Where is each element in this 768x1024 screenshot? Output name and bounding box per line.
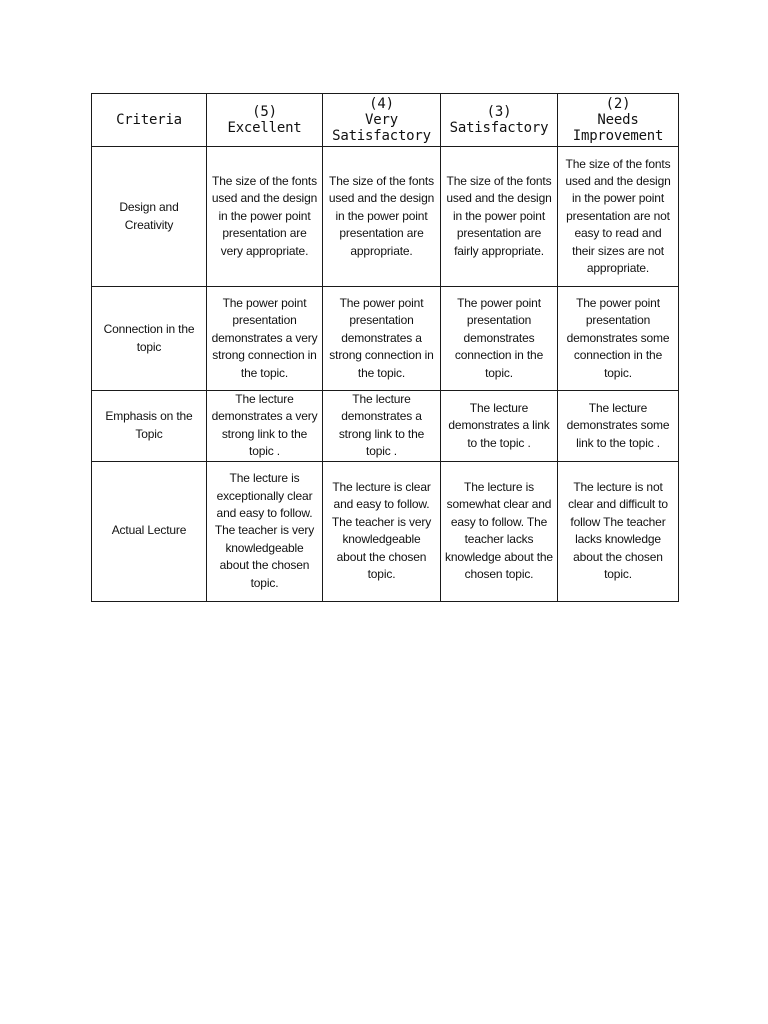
header-criteria-label: Criteria [116, 112, 182, 128]
header-very-satisfactory-label-line2: Satisfactory [332, 128, 431, 144]
rubric-cell: The lecture demonstrates some link to the topic . [558, 391, 679, 462]
rubric-cell: The size of the fonts used and the design in the power point presentation are very appropriate. [207, 147, 323, 287]
header-needs-improvement-score: (2) [605, 96, 631, 112]
header-excellent-label: Excellent [227, 120, 302, 136]
rubric-cell: The power point presentation demonstrates some connection in the topic. [558, 287, 679, 391]
criterion-cell: Emphasis on the Topic [92, 391, 207, 462]
table-row [92, 147, 679, 287]
header-needs-improvement-label-line2: Improvement [572, 128, 664, 144]
rubric-cell: The lecture is somewhat clear and easy to follow. The teacher lacks knowledge about the chosen topic. [441, 461, 558, 601]
header-criteria [92, 94, 207, 147]
header-needs-improvement-label-line1: Needs [597, 112, 639, 128]
header-very-satisfactory-score: (4) [369, 96, 394, 112]
rubric-cell: The lecture is exceptionally clear and easy to follow. The teacher is very knowledgeable about the chosen topic. [207, 461, 323, 601]
rubric-cell: The size of the fonts used and the design in the power point presentation are not easy to read and their sizes are not appropriate. [558, 147, 679, 287]
criterion-cell: Actual Lecture [92, 461, 207, 601]
rubric-cell: The power point presentation demonstrates a very strong connection in the topic. [207, 287, 323, 391]
table-row [92, 287, 679, 391]
header-needs-improvement [558, 94, 679, 147]
header-very-satisfactory-label-line1: Very [365, 112, 398, 128]
rubric-cell: The size of the fonts used and the design in the power point presentation are appropriate. [323, 147, 441, 287]
rubric-cell: The lecture demonstrates a strong link to the topic . [323, 391, 441, 462]
rubric-cell: The power point presentation demonstrates connection in the topic. [441, 287, 558, 391]
rubric-cell: The lecture is not clear and difficult to follow The teacher lacks knowledge about the chosen topic. [558, 461, 679, 601]
header-excellent-score: (5) [252, 104, 277, 120]
rubric-cell: The lecture demonstrates a link to the topic . [441, 391, 558, 462]
criterion-cell: Connection in the topic [92, 287, 207, 391]
rubric-table [91, 93, 679, 602]
header-satisfactory [441, 94, 558, 147]
rubric-cell: The size of the fonts used and the design in the power point presentation are fairly appropriate. [441, 147, 558, 287]
header-satisfactory-label: Satisfactory [449, 120, 549, 136]
header-row [92, 94, 679, 147]
criterion-cell: Design and Creativity [92, 147, 207, 287]
header-satisfactory-score: (3) [486, 104, 512, 120]
rubric-cell: The power point presentation demonstrates a strong connection in the topic. [323, 287, 441, 391]
rubric-cell: The lecture demonstrates a very strong link to the topic . [207, 391, 323, 462]
header-excellent [207, 94, 323, 147]
table-row [92, 461, 679, 601]
rubric-cell: The lecture is clear and easy to follow. The teacher is very knowledgeable about the chosen topic. [323, 461, 441, 601]
table-row [92, 391, 679, 462]
header-very-satisfactory [323, 94, 441, 147]
